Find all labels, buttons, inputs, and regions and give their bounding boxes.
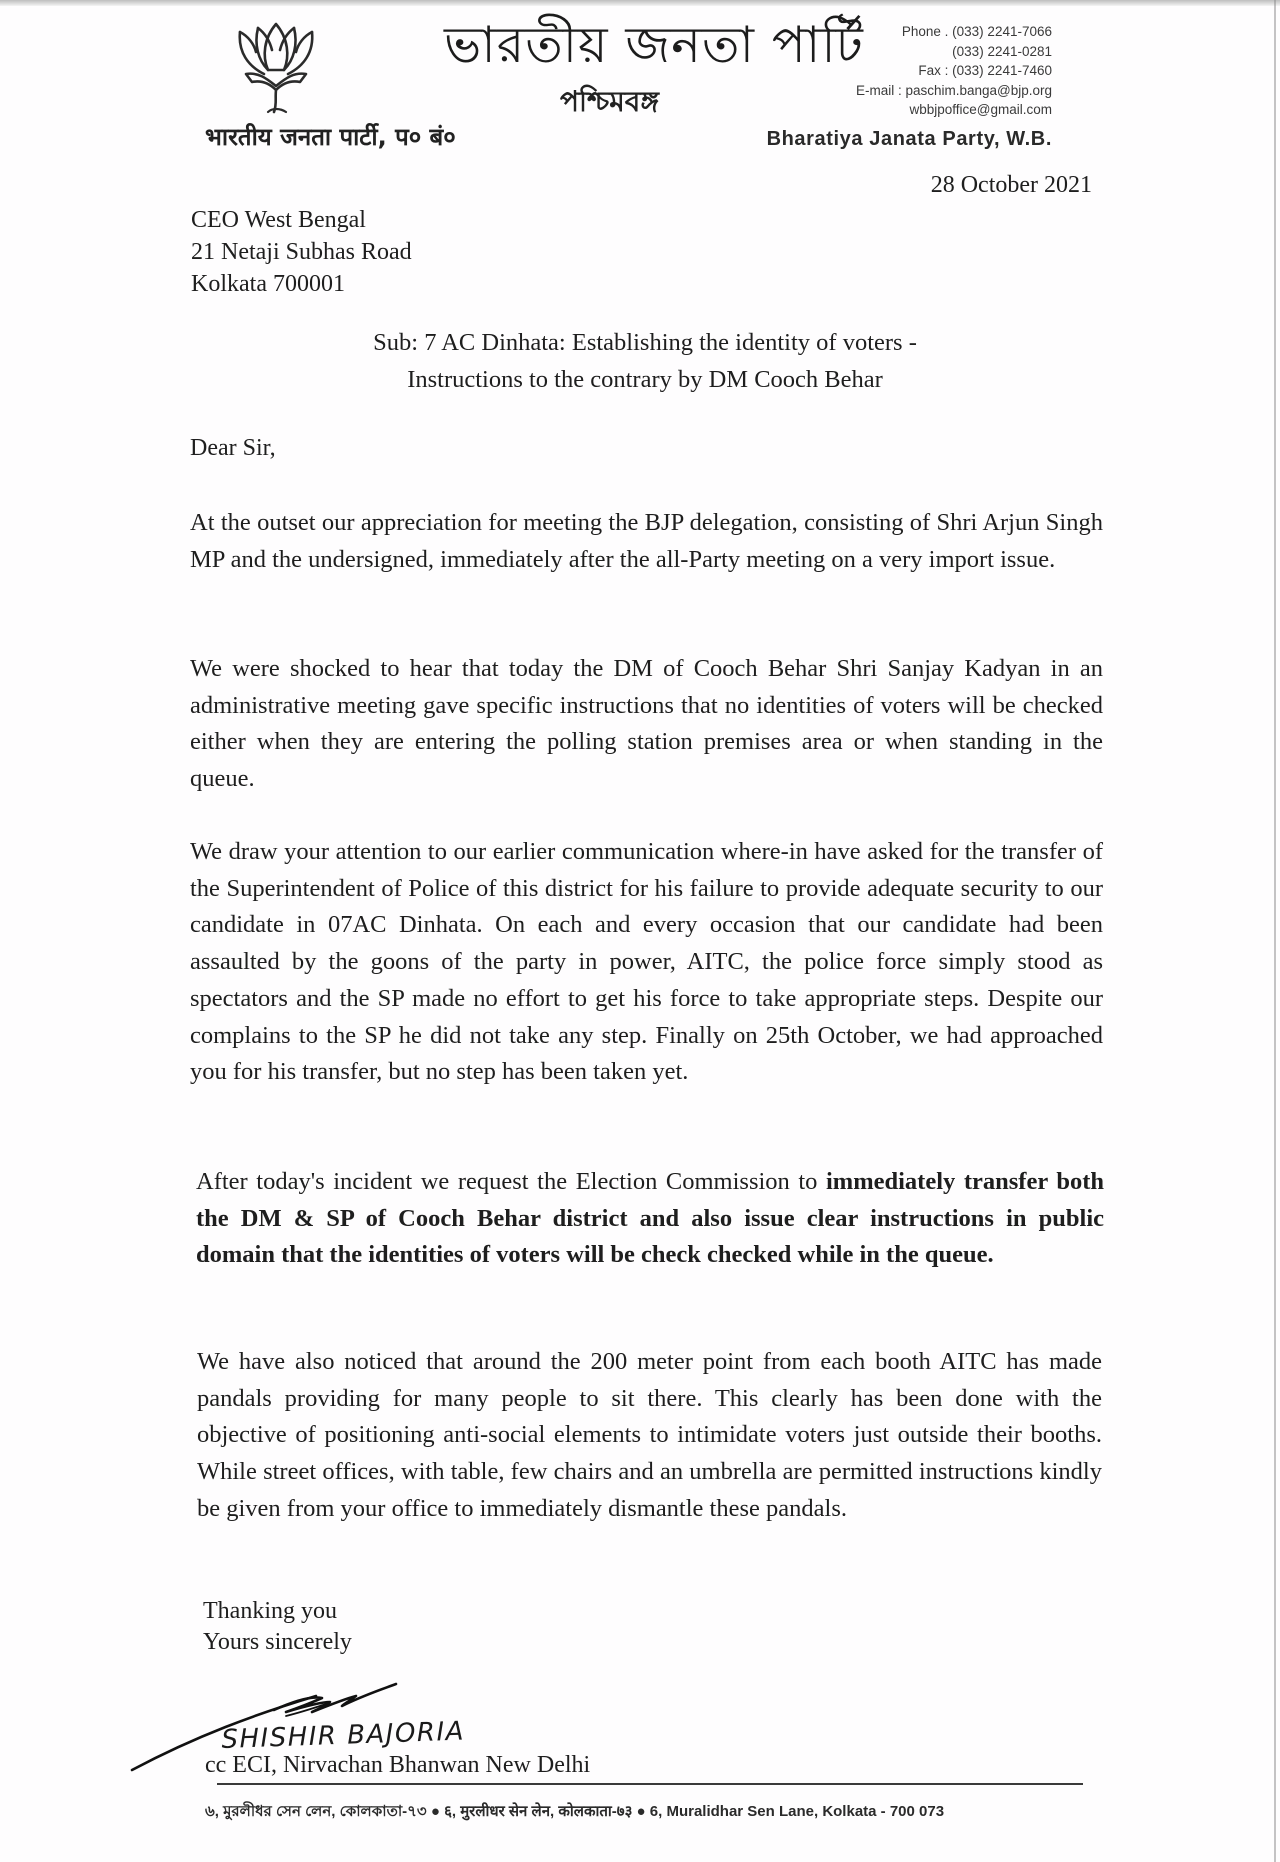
paragraph-1: At the outset our appreciation for meeting the BJP delegation, consisting of Shri Arjun Singh MP and the undersigned, immediately after the all-Party meeting on a very import issue. — [190, 509, 1103, 573]
footer-address: ৬, মুরলীধর সেন লেন, কোলকাতা-৭৩ ● ६, मुरलीधर सेन लेन, कोलकाता-७३ ● 6, Muralidhar Sen Lane, Kolkata - 700 073 — [205, 1803, 945, 1820]
closing-line: Yours sincerely — [203, 1629, 352, 1655]
party-name-hindi: भारतीय जनता पार्टी, प० बं० — [205, 123, 456, 151]
recipient-address — [191, 204, 412, 300]
paragraph-5: We have also noticed that around the 200 meter point from each booth AITC has made pandals providing for many people to sit there. This clearly has been done with the objective of positioning anti-social elements to intimidate voters just outside their booths. While street offices, with table, few chairs and an umbrella are permitted instructions kindly be given from your office to immediately dismantle these pandals. — [197, 1348, 1102, 1522]
scan-top-edge — [0, 0, 1280, 6]
phone-1: Phone . (033) 2241-7066 — [901, 24, 1052, 39]
subject-line-1: Sub: 7 AC Dinhata: Establishing the identity of voters - — [373, 329, 917, 356]
signatory-name: SHISHIR BAJORIA — [220, 1716, 466, 1755]
subject-line-2: Instructions to the contrary by DM Cooch Behar — [407, 366, 883, 393]
email-1: E-mail : paschim.banga@bjp.org — [855, 82, 1052, 98]
recipient-line: 21 Netaji Subhas Road — [191, 239, 412, 265]
footer-rule — [217, 1783, 1083, 1785]
paragraph-4 — [196, 1164, 1104, 1274]
recipient-line: CEO West Bengal — [191, 207, 366, 233]
contact-block — [856, 22, 1052, 120]
party-name-bengali: ভারতীয় জনতা পার্টি — [444, 16, 864, 74]
subject-line — [190, 324, 1100, 398]
fax: Fax : (033) 2241-7460 — [918, 63, 1052, 78]
lotus-icon — [228, 14, 324, 118]
closing-line: Thanking you — [203, 1598, 337, 1624]
state-name-bengali: পশ্চিমবঙ্গ — [560, 85, 659, 118]
phone-2: (033) 2241-0281 — [952, 43, 1052, 59]
paragraph-4-normal: After today's incident we request the Election Commission to — [196, 1168, 826, 1195]
party-name-english: Bharatiya Janata Party, W.B. — [766, 128, 1052, 150]
paragraph-4-bold: immediately transfer both the DM & SP of Cooch Behar district and also issue clear instructions in public domain that the identities of voters will be check checked while in the queue. — [196, 1168, 1104, 1269]
salutation: Dear Sir, — [190, 435, 276, 461]
letter-date: 28 October 2021 — [930, 172, 1092, 198]
scan-right-edge — [1274, 0, 1276, 1862]
email-2: wbbjpoffice@gmail.com — [909, 102, 1052, 117]
cc-line: cc ECI, Nirvachan Bhanwan New Delhi — [205, 1752, 591, 1778]
paragraph-3: We draw your attention to our earlier communication where-in have asked for the transfer of the Superintendent of Police of this district for his failure to provide adequate security to our candidate in 07AC Dinhata. On each and every occasion that our candidate had been assaulted by the goons of the party in power, AITC, the police force simply stood as spectators and the SP made no effort to get his force to take appropriate steps. Despite our complains to the SP he did not take any step. Finally on 25th October, we had approached you for his transfer, but no step has been taken yet. — [190, 838, 1103, 1086]
recipient-line: Kolkata 700001 — [191, 271, 345, 297]
paragraph-2: We were shocked to hear that today the DM of Cooch Behar Shri Sanjay Kadyan in an administrative meeting gave specific instructions that no identities of voters will be checked either when they are entering the polling station premises area or when standing in the queue. — [190, 655, 1103, 793]
closing — [203, 1596, 352, 1658]
